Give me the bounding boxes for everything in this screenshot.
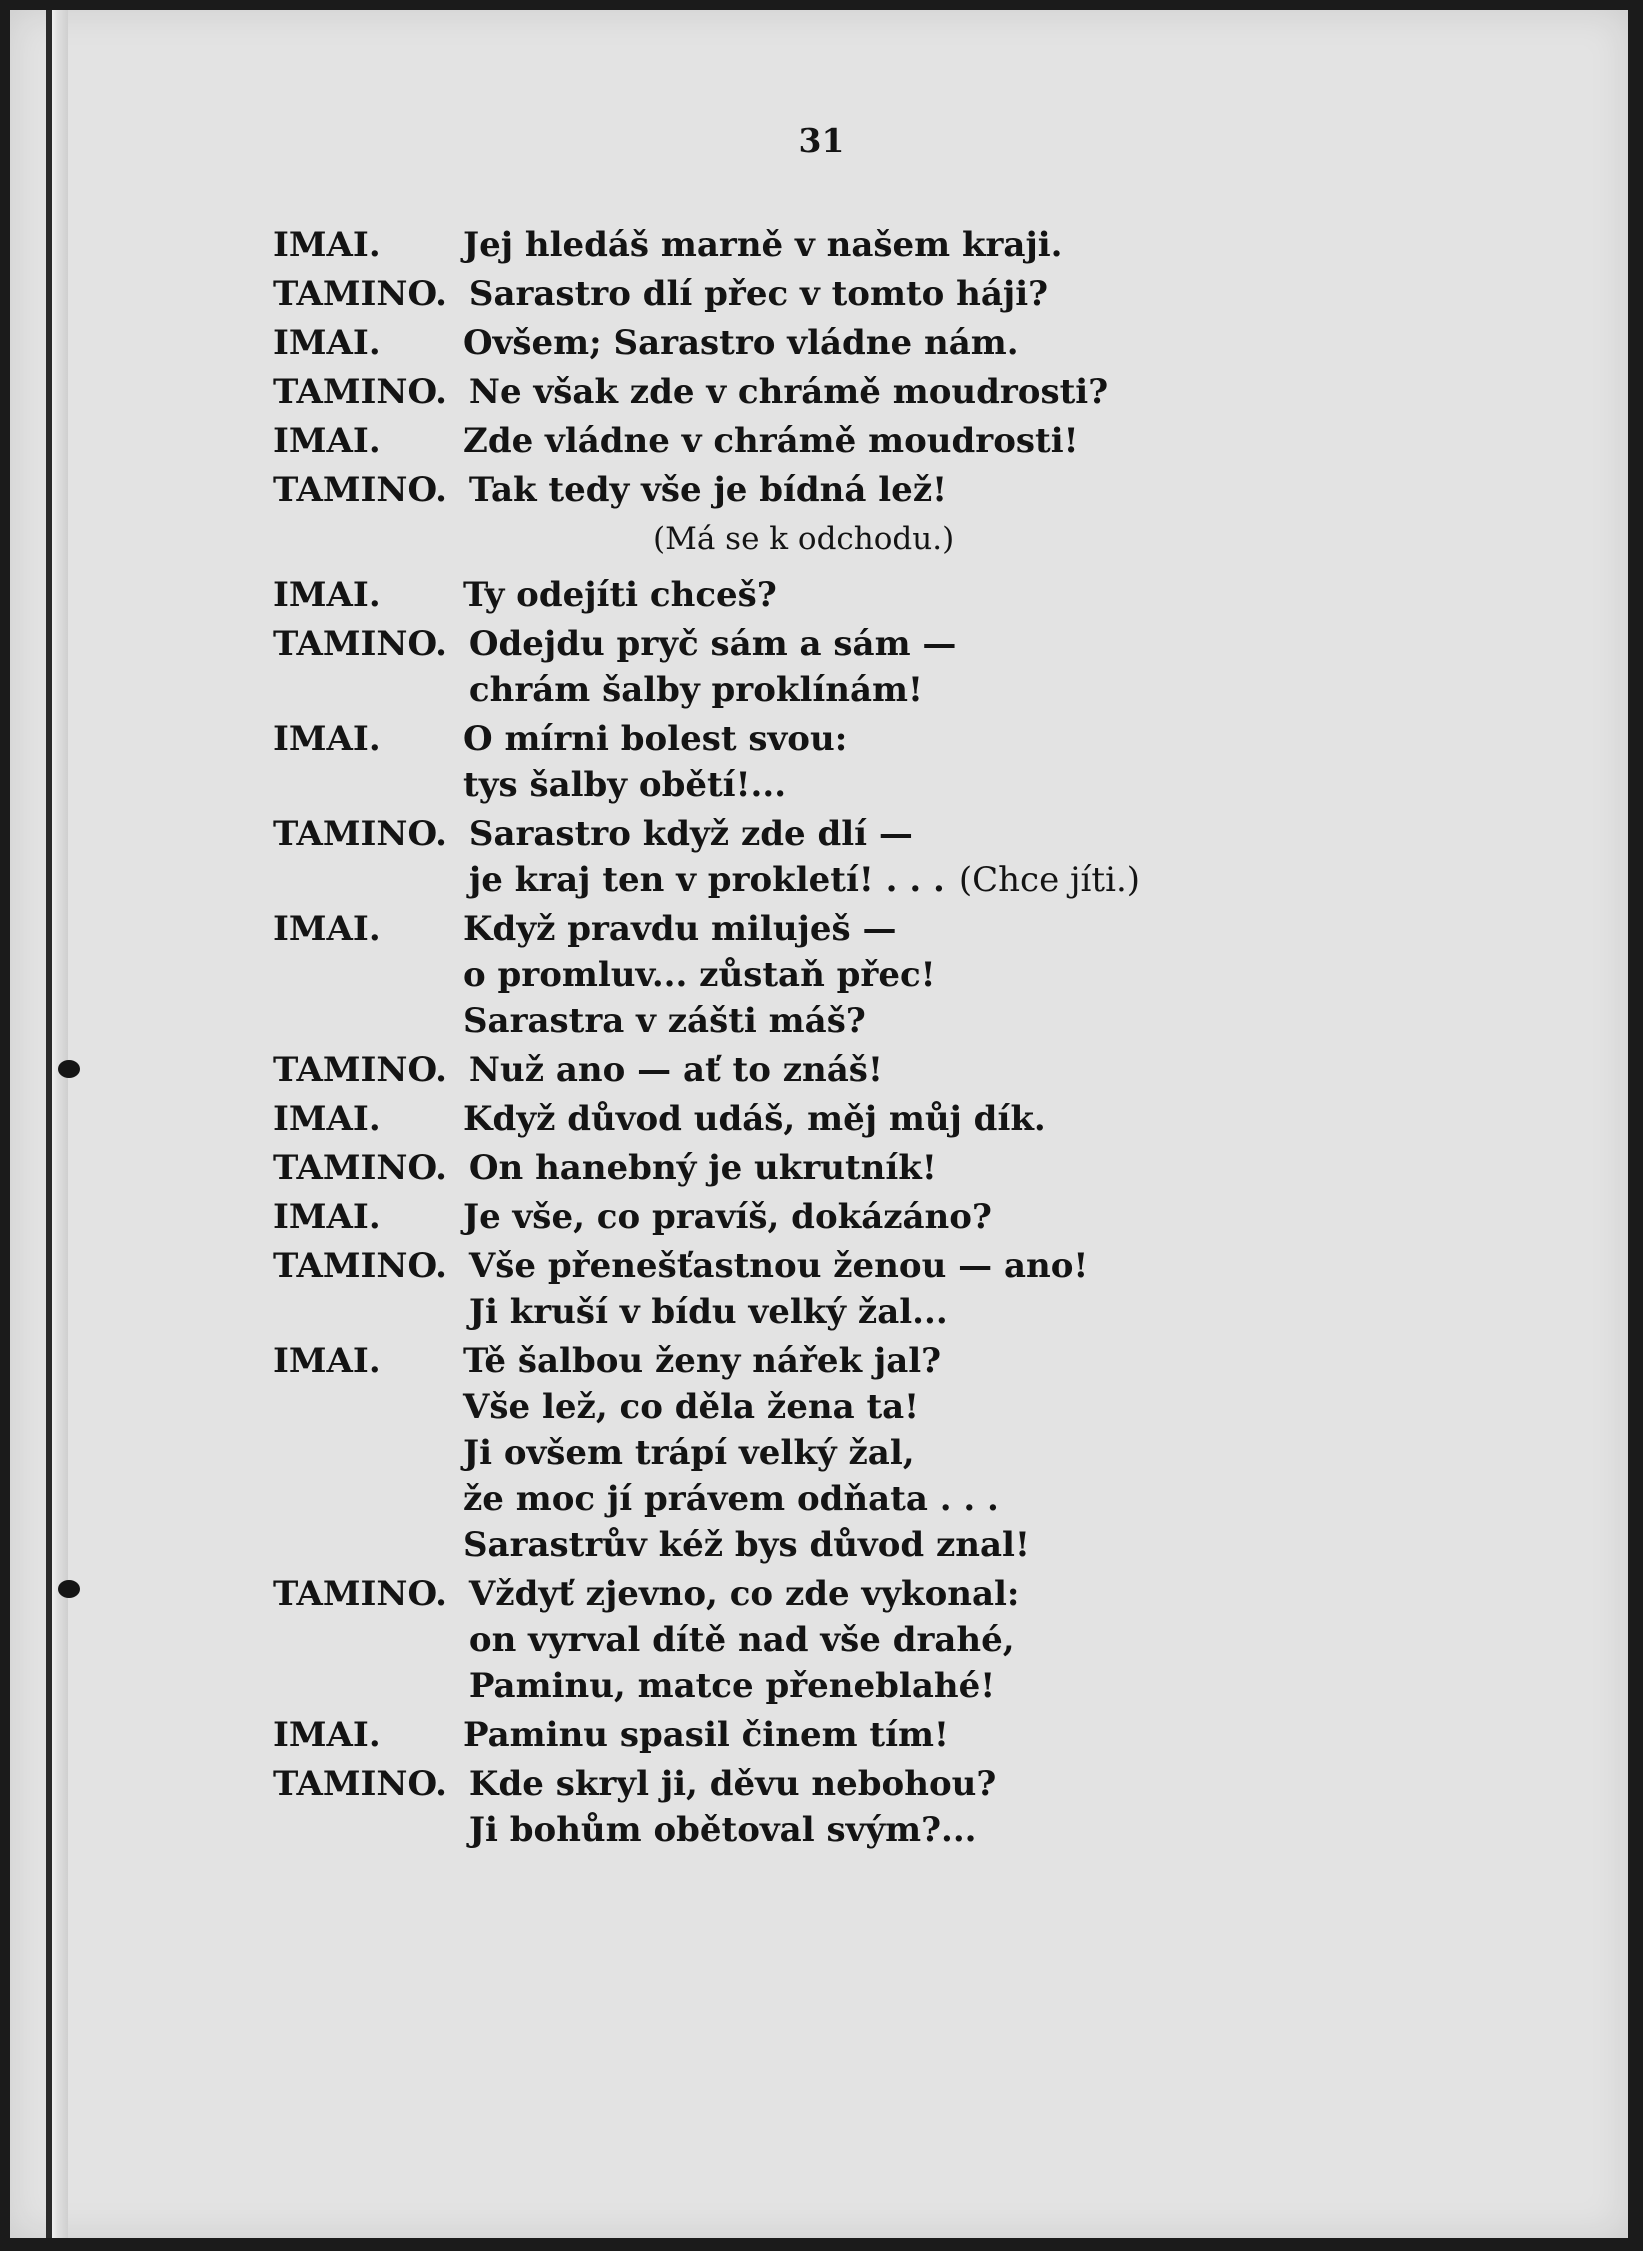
speech-line bbox=[469, 1289, 1313, 1335]
speech-line bbox=[463, 1430, 1313, 1476]
speech-text: je kraj ten v prokletí! . . . bbox=[468, 860, 945, 900]
inline-stage-direction: (Chce jíti.) bbox=[958, 860, 1141, 900]
speech-text: Paminu, matce přeneblahé! bbox=[468, 1666, 996, 1706]
speech-line bbox=[469, 857, 1313, 903]
spine-mark bbox=[58, 1060, 80, 1078]
speech-text: Sarastro dlí přec v tomto háji? bbox=[468, 274, 1049, 314]
speech-lines bbox=[469, 811, 1313, 903]
speech-text: Ovšem; Sarastro vládne nám. bbox=[463, 323, 1019, 363]
speech-line bbox=[469, 1243, 1313, 1289]
speech-text: Vše přenešťastnou ženou — ano! bbox=[468, 1246, 1089, 1286]
speech-lines bbox=[463, 320, 1313, 366]
dialogue-entry bbox=[273, 467, 1313, 513]
speech-line bbox=[469, 1663, 1313, 1709]
speech-text: Sarastrův kéž bys důvod znal! bbox=[463, 1525, 1030, 1565]
speech-line bbox=[469, 369, 1313, 415]
speaker-name: TAMINO. bbox=[273, 814, 447, 854]
speaker-name: IMAI. bbox=[273, 575, 381, 615]
speech-text: že moc jí právem odňata . . . bbox=[463, 1479, 999, 1519]
speech-text: Když pravdu miluješ — bbox=[463, 909, 897, 949]
speech-line bbox=[463, 1096, 1313, 1142]
speaker-name: IMAI. bbox=[273, 323, 381, 363]
speaker-name: TAMINO. bbox=[273, 1246, 447, 1286]
dialogue-entry bbox=[273, 1761, 1313, 1853]
dialogue-entry bbox=[273, 1194, 1313, 1240]
dialogue-entry bbox=[273, 1571, 1313, 1709]
speaker-name: TAMINO. bbox=[273, 470, 447, 510]
speaker-name: TAMINO. bbox=[273, 1050, 447, 1090]
speech-line bbox=[469, 621, 1313, 667]
speaker-name: IMAI. bbox=[273, 1099, 381, 1139]
speech-lines bbox=[463, 1096, 1313, 1142]
speech-text: Tak tedy vše je bídná lež! bbox=[468, 470, 948, 510]
speaker-name: IMAI. bbox=[273, 1197, 381, 1237]
speech-line bbox=[463, 320, 1313, 366]
speech-text: Sarastra v zášti máš? bbox=[463, 1001, 866, 1041]
speech-lines bbox=[469, 467, 1313, 513]
dialogue-entry bbox=[273, 1047, 1313, 1093]
speaker-name: IMAI. bbox=[273, 719, 381, 759]
speaker-name: IMAI. bbox=[273, 421, 381, 461]
book-spine bbox=[46, 10, 68, 2238]
speech-line bbox=[463, 762, 1313, 808]
dialogue-entry bbox=[273, 1096, 1313, 1142]
speech-text: Tě šalbou ženy nářek jal? bbox=[463, 1341, 942, 1381]
speech-lines bbox=[469, 271, 1313, 317]
speech-line bbox=[469, 467, 1313, 513]
dialogue-block bbox=[273, 222, 1313, 1856]
speech-lines bbox=[469, 1571, 1313, 1709]
speech-lines bbox=[469, 1761, 1313, 1853]
speaker-name: IMAI. bbox=[273, 1715, 381, 1755]
speech-line bbox=[463, 1194, 1313, 1240]
speech-text: on vyrval dítě nad vše drahé, bbox=[468, 1620, 1015, 1660]
speaker-name: TAMINO. bbox=[273, 1764, 447, 1804]
speech-line bbox=[463, 1712, 1313, 1758]
speaker-name: TAMINO. bbox=[273, 372, 447, 412]
speech-lines bbox=[463, 1712, 1313, 1758]
stage-direction: (Má se k odchodu.) bbox=[653, 521, 955, 557]
speech-line bbox=[469, 1761, 1313, 1807]
spine-mark bbox=[58, 1580, 80, 1598]
speech-line bbox=[463, 1384, 1313, 1430]
speech-line bbox=[463, 1476, 1313, 1522]
speech-lines bbox=[463, 572, 1313, 618]
dialogue-entry bbox=[273, 811, 1313, 903]
speech-line bbox=[469, 271, 1313, 317]
speech-lines bbox=[463, 222, 1313, 268]
speech-line bbox=[463, 418, 1313, 464]
speech-text: Jej hledáš marně v našem kraji. bbox=[463, 225, 1063, 265]
speech-lines bbox=[463, 1194, 1313, 1240]
speech-text: Odejdu pryč sám a sám — bbox=[468, 624, 957, 664]
speech-lines bbox=[469, 1145, 1313, 1191]
speech-line bbox=[463, 906, 1313, 952]
speech-line bbox=[463, 1338, 1313, 1384]
dialogue-entry bbox=[273, 271, 1313, 317]
speech-text: tys šalby obětí!... bbox=[463, 765, 787, 805]
speech-lines bbox=[463, 1338, 1313, 1568]
speech-text: chrám šalby proklínám! bbox=[468, 670, 923, 710]
speech-text: Ji ovšem trápí velký žal, bbox=[463, 1433, 915, 1473]
speech-line bbox=[463, 716, 1313, 762]
dialogue-entry bbox=[273, 1338, 1313, 1568]
speech-lines bbox=[469, 369, 1313, 415]
speaker-name: IMAI. bbox=[273, 909, 381, 949]
speech-text: Zde vládne v chrámě moudrosti! bbox=[463, 421, 1079, 461]
dialogue-entry bbox=[273, 222, 1313, 268]
speech-line bbox=[463, 572, 1313, 618]
dialogue-entry bbox=[273, 621, 1313, 713]
speech-lines bbox=[469, 1243, 1313, 1335]
speaker-name: TAMINO. bbox=[273, 274, 447, 314]
speech-line bbox=[469, 1145, 1313, 1191]
speech-text: O mírni bolest svou: bbox=[463, 719, 848, 759]
speech-lines bbox=[469, 621, 1313, 713]
speech-line bbox=[469, 1571, 1313, 1617]
speech-text: o promluv... zůstaň přec! bbox=[463, 955, 936, 995]
speech-text: Je vše, co pravíš, dokázáno? bbox=[463, 1197, 992, 1237]
speaker-name: IMAI. bbox=[273, 1341, 381, 1381]
speech-line bbox=[463, 998, 1313, 1044]
speech-line bbox=[469, 1617, 1313, 1663]
speech-lines bbox=[463, 418, 1313, 464]
speaker-name: TAMINO. bbox=[273, 1574, 447, 1614]
speaker-name: TAMINO. bbox=[273, 1148, 447, 1188]
speech-text: Ji kruší v bídu velký žal... bbox=[468, 1292, 948, 1332]
dialogue-entry bbox=[273, 716, 1313, 808]
speech-line bbox=[469, 811, 1313, 857]
dialogue-entry bbox=[273, 906, 1313, 1044]
speech-text: Kde skryl ji, děvu nebohou? bbox=[468, 1764, 997, 1804]
speech-text: Ne však zde v chrámě moudrosti? bbox=[468, 372, 1109, 412]
speech-text: Ji bohům obětoval svým?... bbox=[468, 1810, 977, 1850]
dialogue-entry bbox=[273, 1243, 1313, 1335]
dialogue-entry bbox=[273, 572, 1313, 618]
speaker-name: TAMINO. bbox=[273, 624, 447, 664]
dialogue-entry bbox=[273, 418, 1313, 464]
speech-lines bbox=[463, 906, 1313, 1044]
speech-text: Vždyť zjevno, co zde vykonal: bbox=[468, 1574, 1020, 1614]
speech-text: On hanebný je ukrutník! bbox=[468, 1148, 937, 1188]
speech-lines bbox=[463, 716, 1313, 808]
speech-line bbox=[463, 952, 1313, 998]
dialogue-entry bbox=[273, 320, 1313, 366]
speech-line bbox=[463, 1522, 1313, 1568]
speech-text: Nuž ano — ať to znáš! bbox=[468, 1050, 883, 1090]
speaker-name: IMAI. bbox=[273, 225, 381, 265]
dialogue-entry bbox=[273, 1712, 1313, 1758]
dialogue-entry bbox=[273, 369, 1313, 415]
speech-line bbox=[469, 1047, 1313, 1093]
speech-lines bbox=[469, 1047, 1313, 1093]
speech-text: Ty odejíti chceš? bbox=[463, 575, 777, 615]
speech-text: Když důvod udáš, měj můj dík. bbox=[463, 1099, 1046, 1139]
speech-line bbox=[463, 222, 1313, 268]
dialogue-entry bbox=[273, 1145, 1313, 1191]
speech-text: Paminu spasil činem tím! bbox=[463, 1715, 949, 1755]
speech-line bbox=[469, 1807, 1313, 1853]
speech-line bbox=[469, 667, 1313, 713]
speech-text: Sarastro když zde dlí — bbox=[468, 814, 913, 854]
page-number: 31 bbox=[798, 121, 845, 160]
speech-text: Vše lež, co děla žena ta! bbox=[463, 1387, 920, 1427]
